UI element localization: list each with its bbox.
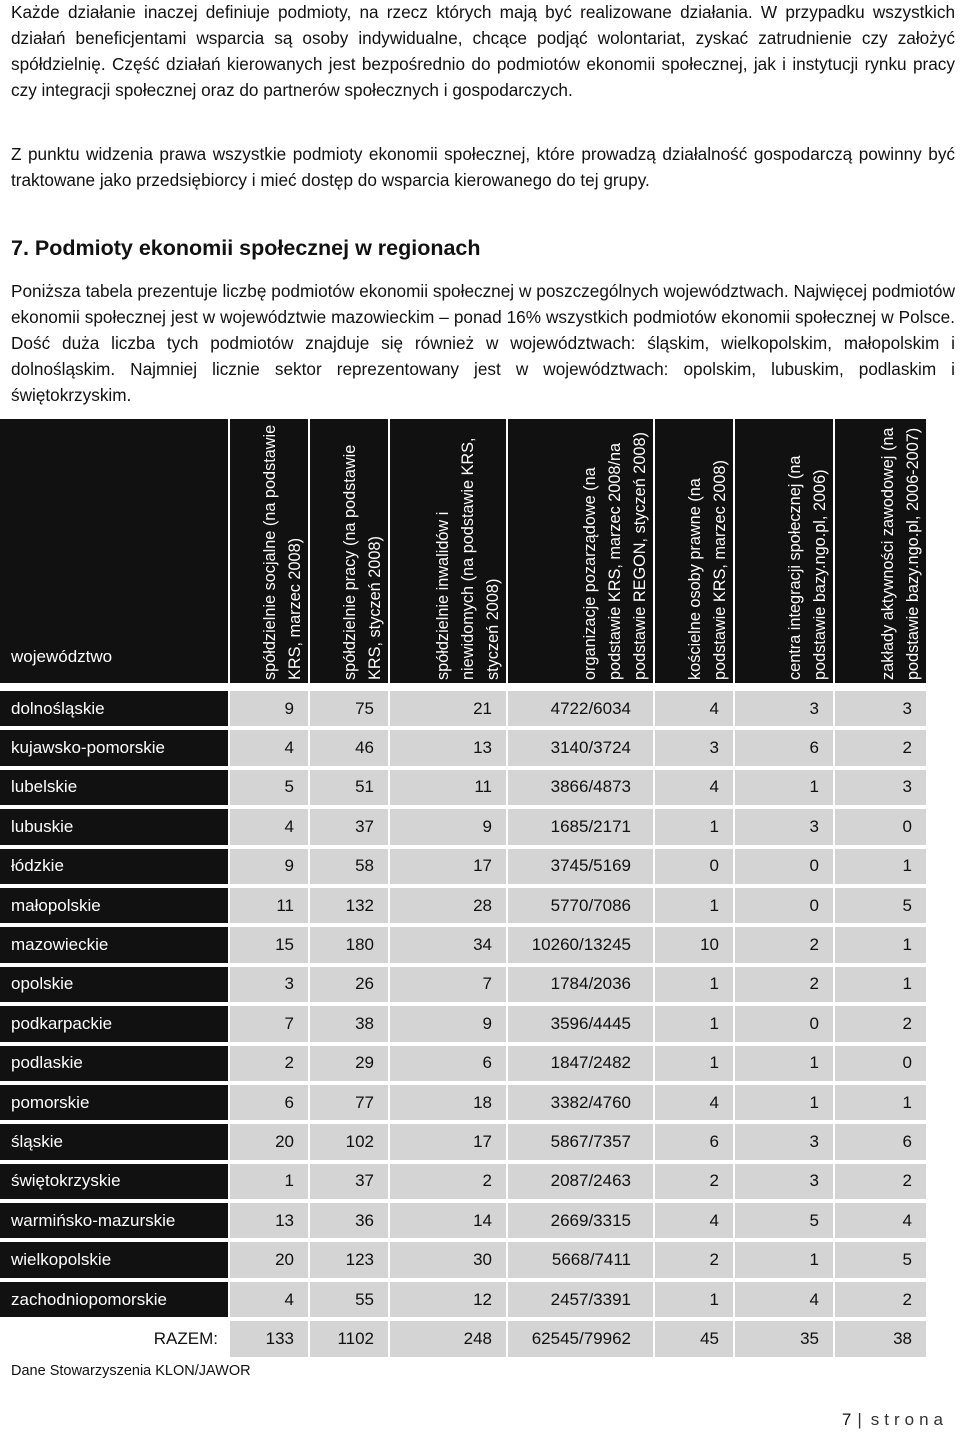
page-footer (842, 1410, 948, 1430)
value-cell: 0 (735, 1006, 835, 1045)
value-cell: 4 (735, 1282, 835, 1321)
value-cell: 1685/2171 (508, 809, 655, 848)
total-value-cell: 248 (390, 1321, 508, 1360)
table-row (0, 809, 926, 848)
value-cell: 3 (735, 1164, 835, 1203)
value-cell: 4 (835, 1203, 926, 1242)
value-cell: 34 (390, 927, 508, 966)
value-cell: 11 (230, 888, 310, 927)
region-name-cell: mazowieckie (0, 927, 230, 966)
value-cell: 4 (230, 1282, 310, 1321)
value-cell: 6 (835, 1124, 926, 1163)
header-social-cooperatives: spółdzielnie socjalne (na podstawie KRS, marzec 2008) (230, 419, 310, 683)
data-source-note: Dane Stowarzyszenia KLON/JAWOR (11, 1363, 251, 1379)
value-cell: 0 (735, 888, 835, 927)
header-church-entities: kościelne osoby prawne (na podstawie KRS, marzec 2008) (655, 419, 735, 683)
value-cell: 2 (735, 927, 835, 966)
value-cell: 4722/6034 (508, 691, 655, 730)
value-cell: 1 (230, 1164, 310, 1203)
value-cell: 1 (835, 1085, 926, 1124)
value-cell: 20 (230, 1124, 310, 1163)
region-name-cell: podlaskie (0, 1046, 230, 1085)
region-name-cell: dolnośląskie (0, 691, 230, 730)
value-cell: 75 (310, 691, 390, 730)
region-name-cell: śląskie (0, 1124, 230, 1163)
total-value-cell: 133 (230, 1321, 310, 1360)
table-row (0, 1164, 926, 1203)
region-name-cell: świętokrzyskie (0, 1164, 230, 1203)
value-cell: 7 (390, 967, 508, 1006)
header-social-integration-centres: centra integracji społecznej (na podstawie bazy.ngo.pl, 2006) (735, 419, 835, 683)
value-cell: 1 (655, 1282, 735, 1321)
value-cell: 3140/3724 (508, 730, 655, 769)
header-vocational-activity-plants: zakłady aktywności zawodowej (na podstawie bazy.ngo.pl, 2006-2007) (835, 419, 926, 683)
value-cell: 0 (835, 809, 926, 848)
value-cell: 102 (310, 1124, 390, 1163)
value-cell: 2 (835, 1164, 926, 1203)
header-ngos: organizacje pozarządowe (na podstawie KRS, marzec 2008/na podstawie REGON, styczeń 2008) (508, 419, 655, 683)
value-cell: 123 (310, 1242, 390, 1281)
value-cell: 29 (310, 1046, 390, 1085)
value-cell: 4 (230, 730, 310, 769)
header-work-cooperatives: spółdzielnie pracy (na podstawie KRS, styczeń 2008) (310, 419, 390, 683)
value-cell: 1 (835, 927, 926, 966)
value-cell: 15 (230, 927, 310, 966)
value-cell: 3 (735, 809, 835, 848)
value-cell: 180 (310, 927, 390, 966)
value-cell: 36 (310, 1203, 390, 1242)
value-cell: 58 (310, 849, 390, 888)
value-cell: 4 (655, 1085, 735, 1124)
value-cell: 2087/2463 (508, 1164, 655, 1203)
value-cell: 20 (230, 1242, 310, 1281)
value-cell: 1 (835, 967, 926, 1006)
total-value-cell: 62545/79962 (508, 1321, 655, 1360)
value-cell: 0 (735, 849, 835, 888)
table-row (0, 1124, 926, 1163)
value-cell: 9 (390, 1006, 508, 1045)
value-cell: 12 (390, 1282, 508, 1321)
value-cell: 7 (230, 1006, 310, 1045)
table-row (0, 1203, 926, 1242)
value-cell: 13 (230, 1203, 310, 1242)
value-cell: 2669/3315 (508, 1203, 655, 1242)
value-cell: 30 (390, 1242, 508, 1281)
value-cell: 0 (655, 849, 735, 888)
value-cell: 14 (390, 1203, 508, 1242)
value-cell: 1 (655, 967, 735, 1006)
table-row (0, 849, 926, 888)
value-cell: 5867/7357 (508, 1124, 655, 1163)
region-name-cell: wielkopolskie (0, 1242, 230, 1281)
intro-paragraph: Każde działanie inaczej definiuje podmioty, na rzecz których mają być realizowane działania. W przypadku wszystkich działań beneficjentami wsparcia są osoby indywidualne, chcące podjąć wolontariat, zyskać zatrudnienie czy założyć spółdzielnię. Część działań kierowanych jest bezpośrednio do podmiotów ekonomii społecznej, jak i instytucji rynku pracy czy integracji społecznej oraz do partnerów społecznych i gospodarczych. (11, 2, 955, 100)
total-value-cell: 1102 (310, 1321, 390, 1360)
table-row (0, 1242, 926, 1281)
value-cell: 3 (655, 730, 735, 769)
value-cell: 10260/13245 (508, 927, 655, 966)
value-cell: 4 (655, 770, 735, 809)
value-cell: 1 (735, 770, 835, 809)
value-cell: 4 (655, 1203, 735, 1242)
value-cell: 5668/7411 (508, 1242, 655, 1281)
regions-table (0, 419, 926, 1361)
region-name-cell: lubuskie (0, 809, 230, 848)
value-cell: 2 (735, 967, 835, 1006)
region-name-cell: lubelskie (0, 770, 230, 809)
table-row (0, 1006, 926, 1045)
value-cell: 6 (655, 1124, 735, 1163)
value-cell: 6 (735, 730, 835, 769)
table-row (0, 1282, 926, 1321)
value-cell: 17 (390, 1124, 508, 1163)
value-cell: 2 (655, 1242, 735, 1281)
total-value-cell: 45 (655, 1321, 735, 1360)
value-cell: 9 (230, 849, 310, 888)
table-row (0, 730, 926, 769)
table-row (0, 1085, 926, 1124)
value-cell: 3 (230, 967, 310, 1006)
region-name-cell: małopolskie (0, 888, 230, 927)
region-name-cell: opolskie (0, 967, 230, 1006)
header-voivodeship: województwo (0, 419, 230, 683)
page-label: strona (870, 1410, 948, 1429)
legal-paragraph: Z punktu widzenia prawa wszystkie podmioty ekonomii społecznej, które prowadzą działalność gospodarczą powinny być traktowane jako przedsiębiorcy i mieć dostęp do wsparcia kierowanego do tej grupy. (11, 144, 955, 190)
value-cell: 3 (735, 691, 835, 730)
value-cell: 6 (390, 1046, 508, 1085)
value-cell: 21 (390, 691, 508, 730)
value-cell: 1 (735, 1242, 835, 1281)
value-cell: 1 (655, 1046, 735, 1085)
value-cell: 1 (655, 888, 735, 927)
value-cell: 3 (835, 770, 926, 809)
value-cell: 3 (735, 1124, 835, 1163)
value-cell: 38 (310, 1006, 390, 1045)
value-cell: 1 (655, 1006, 735, 1045)
table-row (0, 927, 926, 966)
region-name-cell: zachodniopomorskie (0, 1282, 230, 1321)
region-name-cell: kujawsko-pomorskie (0, 730, 230, 769)
value-cell: 3 (835, 691, 926, 730)
value-cell: 2 (835, 1282, 926, 1321)
value-cell: 3866/4873 (508, 770, 655, 809)
value-cell: 2 (835, 1006, 926, 1045)
value-cell: 28 (390, 888, 508, 927)
footer-separator: | (857, 1410, 867, 1429)
value-cell: 9 (230, 691, 310, 730)
value-cell: 0 (835, 1046, 926, 1085)
table-intro-paragraph: Poniższa tabela prezentuje liczbę podmiotów ekonomii społecznej w poszczególnych województwach. Najwięcej podmiotów ekonomii społecznej jest w województwie mazowieckim – ponad 16% wszystkich podmiotów ekonomii społecznej w Polsce. Dość duża liczba tych podmiotów znajduje się również w województwach: śląskim, wielkopolskim, małopolskim i dolnośląskim. Najmniej licznie sektor reprezentowany jest w województwach: opolskim, lubuskim, podlaskim i świętokrzyskim. (11, 281, 955, 405)
table-row (0, 1046, 926, 1085)
page-number: 7 (841, 1410, 852, 1429)
value-cell: 4 (230, 809, 310, 848)
value-cell: 46 (310, 730, 390, 769)
region-name-cell: pomorskie (0, 1085, 230, 1124)
total-value-cell: 38 (835, 1321, 926, 1360)
value-cell: 11 (390, 770, 508, 809)
region-name-cell: łódzkie (0, 849, 230, 888)
value-cell: 2 (390, 1164, 508, 1203)
value-cell: 37 (310, 1164, 390, 1203)
value-cell: 17 (390, 849, 508, 888)
value-cell: 3745/5169 (508, 849, 655, 888)
value-cell: 5 (230, 770, 310, 809)
table-row (0, 770, 926, 809)
value-cell: 51 (310, 770, 390, 809)
table-row (0, 967, 926, 1006)
value-cell: 2 (230, 1046, 310, 1085)
value-cell: 1 (735, 1085, 835, 1124)
header-disabled-cooperatives: spółdzielnie inwalidów i niewidomych (na podstawie KRS, styczeń 2008) (390, 419, 508, 683)
value-cell: 2 (655, 1164, 735, 1203)
total-value-cell: 35 (735, 1321, 835, 1360)
table-total-row (0, 1321, 926, 1360)
section-heading: 7. Podmioty ekonomii społecznej w regionach (11, 236, 481, 260)
value-cell: 1847/2482 (508, 1046, 655, 1085)
total-label-cell: RAZEM: (0, 1321, 230, 1360)
value-cell: 3596/4445 (508, 1006, 655, 1045)
value-cell: 3382/4760 (508, 1085, 655, 1124)
region-name-cell: podkarpackie (0, 1006, 230, 1045)
value-cell: 2457/3391 (508, 1282, 655, 1321)
value-cell: 1784/2036 (508, 967, 655, 1006)
value-cell: 13 (390, 730, 508, 769)
value-cell: 10 (655, 927, 735, 966)
value-cell: 2 (835, 730, 926, 769)
value-cell: 55 (310, 1282, 390, 1321)
value-cell: 5 (835, 888, 926, 927)
value-cell: 5 (735, 1203, 835, 1242)
region-name-cell: warmińsko-mazurskie (0, 1203, 230, 1242)
table-row (0, 691, 926, 730)
value-cell: 26 (310, 967, 390, 1006)
table-row (0, 888, 926, 927)
value-cell: 132 (310, 888, 390, 927)
value-cell: 9 (390, 809, 508, 848)
value-cell: 1 (835, 849, 926, 888)
value-cell: 5770/7086 (508, 888, 655, 927)
value-cell: 6 (230, 1085, 310, 1124)
value-cell: 18 (390, 1085, 508, 1124)
value-cell: 37 (310, 809, 390, 848)
value-cell: 4 (655, 691, 735, 730)
table-header-row (0, 419, 926, 683)
value-cell: 5 (835, 1242, 926, 1281)
value-cell: 77 (310, 1085, 390, 1124)
value-cell: 1 (655, 809, 735, 848)
value-cell: 1 (735, 1046, 835, 1085)
